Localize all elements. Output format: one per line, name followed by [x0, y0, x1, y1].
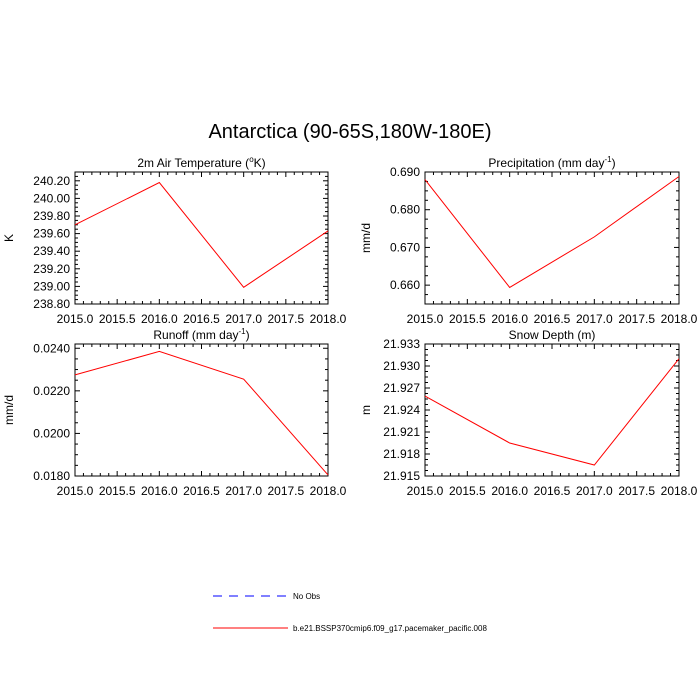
x-tick-label: 2016.5	[533, 312, 571, 326]
x-tick-label: 2015.5	[98, 312, 136, 326]
panel-air-temperature	[2, 155, 347, 326]
y-axis-label: mm/d	[2, 395, 16, 425]
y-tick-label: 21.927	[383, 381, 420, 395]
y-ticks	[33, 172, 328, 311]
legend-label: No Obs	[293, 592, 321, 601]
x-tick-label: 2015.5	[448, 312, 486, 326]
x-tick-label: 2018.0	[309, 484, 347, 498]
y-axis-label: K	[2, 233, 16, 243]
y-tick-label: 239.00	[33, 279, 70, 294]
y-ticks	[383, 337, 679, 483]
x-tick-label: 2015.0	[406, 484, 444, 498]
x-tick-label: 2017.5	[618, 312, 656, 326]
y-tick-label: 239.40	[33, 244, 70, 259]
y-axis-label: mm/d	[359, 223, 373, 253]
x-tick-label: 2016.0	[140, 312, 178, 326]
x-ticks	[57, 172, 347, 326]
y-tick-label: 21.921	[383, 425, 420, 439]
legend	[213, 592, 487, 633]
legend-label: b.e21.BSSP370cmip6.f09_g17.pacemaker_pacific.008	[293, 624, 487, 633]
y-tick-label: 0.680	[389, 202, 420, 217]
x-tick-label: 2015.0	[56, 312, 94, 326]
x-tick-label: 2015.5	[98, 484, 136, 498]
y-tick-label: 239.60	[33, 226, 70, 241]
x-tick-label: 2018.0	[660, 312, 698, 326]
y-tick-label: 0.670	[389, 240, 420, 255]
series-line	[75, 183, 328, 288]
y-tick-label: 21.930	[383, 359, 420, 373]
panel-title	[488, 155, 615, 170]
x-tick-label: 2015.0	[406, 312, 444, 326]
plot-frame	[75, 344, 328, 476]
title-text: )	[245, 328, 250, 342]
title-text: Runoff (mm day	[153, 328, 239, 342]
x-tick-label: 2015.5	[448, 484, 486, 498]
panel-snow-depth	[359, 328, 698, 498]
y-ticks	[33, 341, 328, 483]
y-tick-label: 238.80	[33, 297, 70, 311]
x-ticks	[57, 344, 347, 498]
series-line	[425, 177, 679, 288]
x-tick-label: 2016.5	[183, 484, 220, 498]
y-axis-label: m	[359, 405, 373, 415]
panel-title	[137, 155, 265, 170]
series-line	[75, 351, 328, 474]
y-tick-label: 21.915	[383, 469, 420, 483]
x-tick-label: 2016.5	[533, 484, 571, 498]
y-tick-label: 0.0180	[33, 469, 70, 483]
x-tick-label: 2017.5	[618, 484, 656, 498]
x-tick-label: 2016.5	[183, 312, 220, 326]
title-text: Precipitation (mm day	[488, 156, 605, 170]
x-tick-label: 2018.0	[660, 484, 698, 498]
x-tick-label: 2017.0	[225, 312, 263, 326]
x-tick-label: 2015.0	[56, 484, 94, 498]
title-superscript: o	[249, 155, 254, 164]
y-tick-label: 240.20	[33, 173, 70, 188]
y-tick-label: 240.00	[33, 191, 70, 206]
title-text: Snow Depth (m)	[508, 328, 596, 342]
y-tick-label: 239.80	[33, 209, 70, 223]
x-tick-label: 2017.0	[575, 484, 613, 498]
y-tick-label: 0.660	[389, 278, 420, 293]
panel-title	[509, 328, 596, 342]
x-ticks	[407, 172, 698, 326]
y-tick-label: 0.0200	[33, 426, 70, 441]
y-tick-label: 21.924	[383, 403, 420, 417]
x-tick-label: 2018.0	[309, 312, 347, 326]
x-tick-label: 2017.5	[267, 312, 305, 326]
y-tick-label: 21.933	[383, 337, 420, 351]
x-tick-label: 2016.0	[140, 484, 178, 498]
y-tick-label: 0.0220	[33, 383, 70, 398]
x-tick-label: 2016.0	[491, 484, 529, 498]
panel-runoff	[2, 327, 347, 498]
x-tick-label: 2017.5	[267, 484, 305, 498]
plot-frame	[425, 344, 679, 476]
y-tick-label: 239.20	[33, 261, 70, 276]
y-tick-label: 0.690	[389, 165, 420, 179]
title-text: K)	[253, 156, 266, 170]
panel-precipitation	[359, 155, 698, 326]
title-superscript: -1	[238, 327, 246, 336]
panel-title	[153, 327, 249, 342]
x-ticks	[407, 344, 698, 498]
x-tick-label: 2017.0	[575, 312, 613, 326]
series-line	[425, 359, 679, 465]
y-ticks	[390, 165, 679, 304]
title-text: )	[611, 156, 616, 170]
title-text: 2m Air Temperature (	[137, 156, 250, 170]
legend-entry	[213, 624, 487, 633]
x-tick-label: 2016.0	[491, 312, 529, 326]
figure-title: Antarctica (90-65S,180W-180E)	[208, 121, 492, 143]
plot-frame	[75, 172, 328, 304]
x-tick-label: 2017.0	[225, 484, 263, 498]
y-tick-label: 21.918	[383, 447, 420, 461]
legend-entry	[213, 592, 320, 601]
y-tick-label: 0.0240	[33, 341, 70, 356]
plot-frame	[425, 172, 679, 304]
title-superscript: -1	[604, 155, 612, 164]
